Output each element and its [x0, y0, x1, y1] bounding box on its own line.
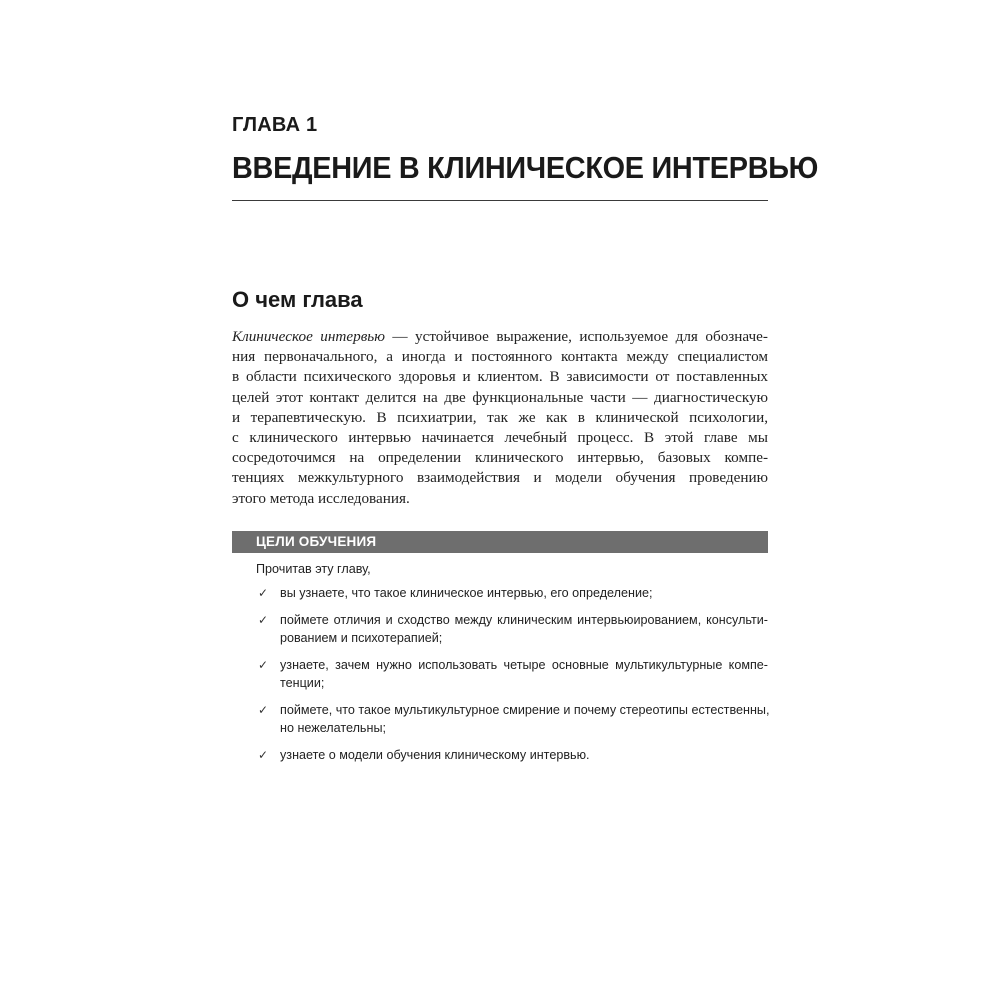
list-item	[256, 584, 768, 602]
paragraph-line: с клинического интервью начинается лечебный процесс. В этой главе мы	[232, 428, 768, 446]
learning-goals-heading: ЦЕЛИ ОБУЧЕНИЯ	[256, 534, 377, 549]
paragraph-line: тенциях межкультурного взаимодействия и модели обучения проведению	[232, 469, 768, 487]
paragraph-italic-lead: Клиническое интервью	[232, 328, 385, 345]
list-item-text: узнаете, зачем нужно использовать четыре основные мультикультурные компе-	[280, 658, 768, 672]
list-item	[256, 701, 768, 737]
learning-goals-list	[256, 584, 768, 773]
paragraph-line-text: — устойчивое выражение, используемое для обозначе-	[384, 328, 768, 345]
list-item-text: вы узнаете, что такое клиническое интервью, его определение;	[280, 586, 653, 600]
list-item-text: узнаете о модели обучения клиническому интервью.	[280, 748, 590, 762]
list-item-text: поймете, что такое мультикультурное смирение и почему стереотипы естественны,	[280, 703, 770, 717]
list-item	[256, 611, 768, 647]
list-item-text: рованием и психотерапией;	[280, 631, 443, 645]
paragraph-line: и терапевтическую. В психиатрии, так же как в клинической психологии,	[232, 408, 768, 426]
paragraph-line: сосредоточимся на определении клинического интервью, базовых компе-	[232, 449, 768, 467]
chapter-label: ГЛАВА 1	[232, 114, 318, 136]
checkmark-icon: ✓	[258, 613, 269, 627]
learning-goals-intro: Прочитав эту главу,	[256, 562, 371, 576]
checkmark-icon: ✓	[258, 658, 269, 672]
checkmark-icon: ✓	[258, 586, 269, 600]
section-heading: О чем глава	[232, 287, 363, 312]
paragraph-line: в области психического здоровья и клиентом. В зависимости от поставленных	[232, 368, 768, 386]
list-item-text: но нежелательны;	[280, 721, 386, 735]
list-item-text: тенции;	[280, 676, 325, 690]
list-item	[256, 746, 768, 764]
list-item	[256, 656, 768, 692]
paragraph-line: целей этот контакт делится на две функциональные части — диагностическую	[232, 388, 768, 406]
learning-goals-bar	[232, 531, 768, 553]
paragraph-line: этого метода исследования.	[232, 489, 410, 507]
paragraph-line	[232, 327, 768, 347]
list-item-text: поймете отличия и сходство между клиническим интервьюированием, консульти-	[280, 613, 768, 627]
paragraph-line: ния первоначального, а иногда и постоянного контакта между специалистом	[232, 348, 768, 366]
checkmark-icon: ✓	[258, 703, 269, 717]
checkmark-icon: ✓	[258, 748, 269, 762]
section-paragraph	[232, 327, 768, 509]
chapter-title: ВВЕДЕНИЕ В КЛИНИЧЕСКОЕ ИНТЕРВЬЮ	[232, 150, 819, 185]
title-rule	[232, 200, 768, 201]
